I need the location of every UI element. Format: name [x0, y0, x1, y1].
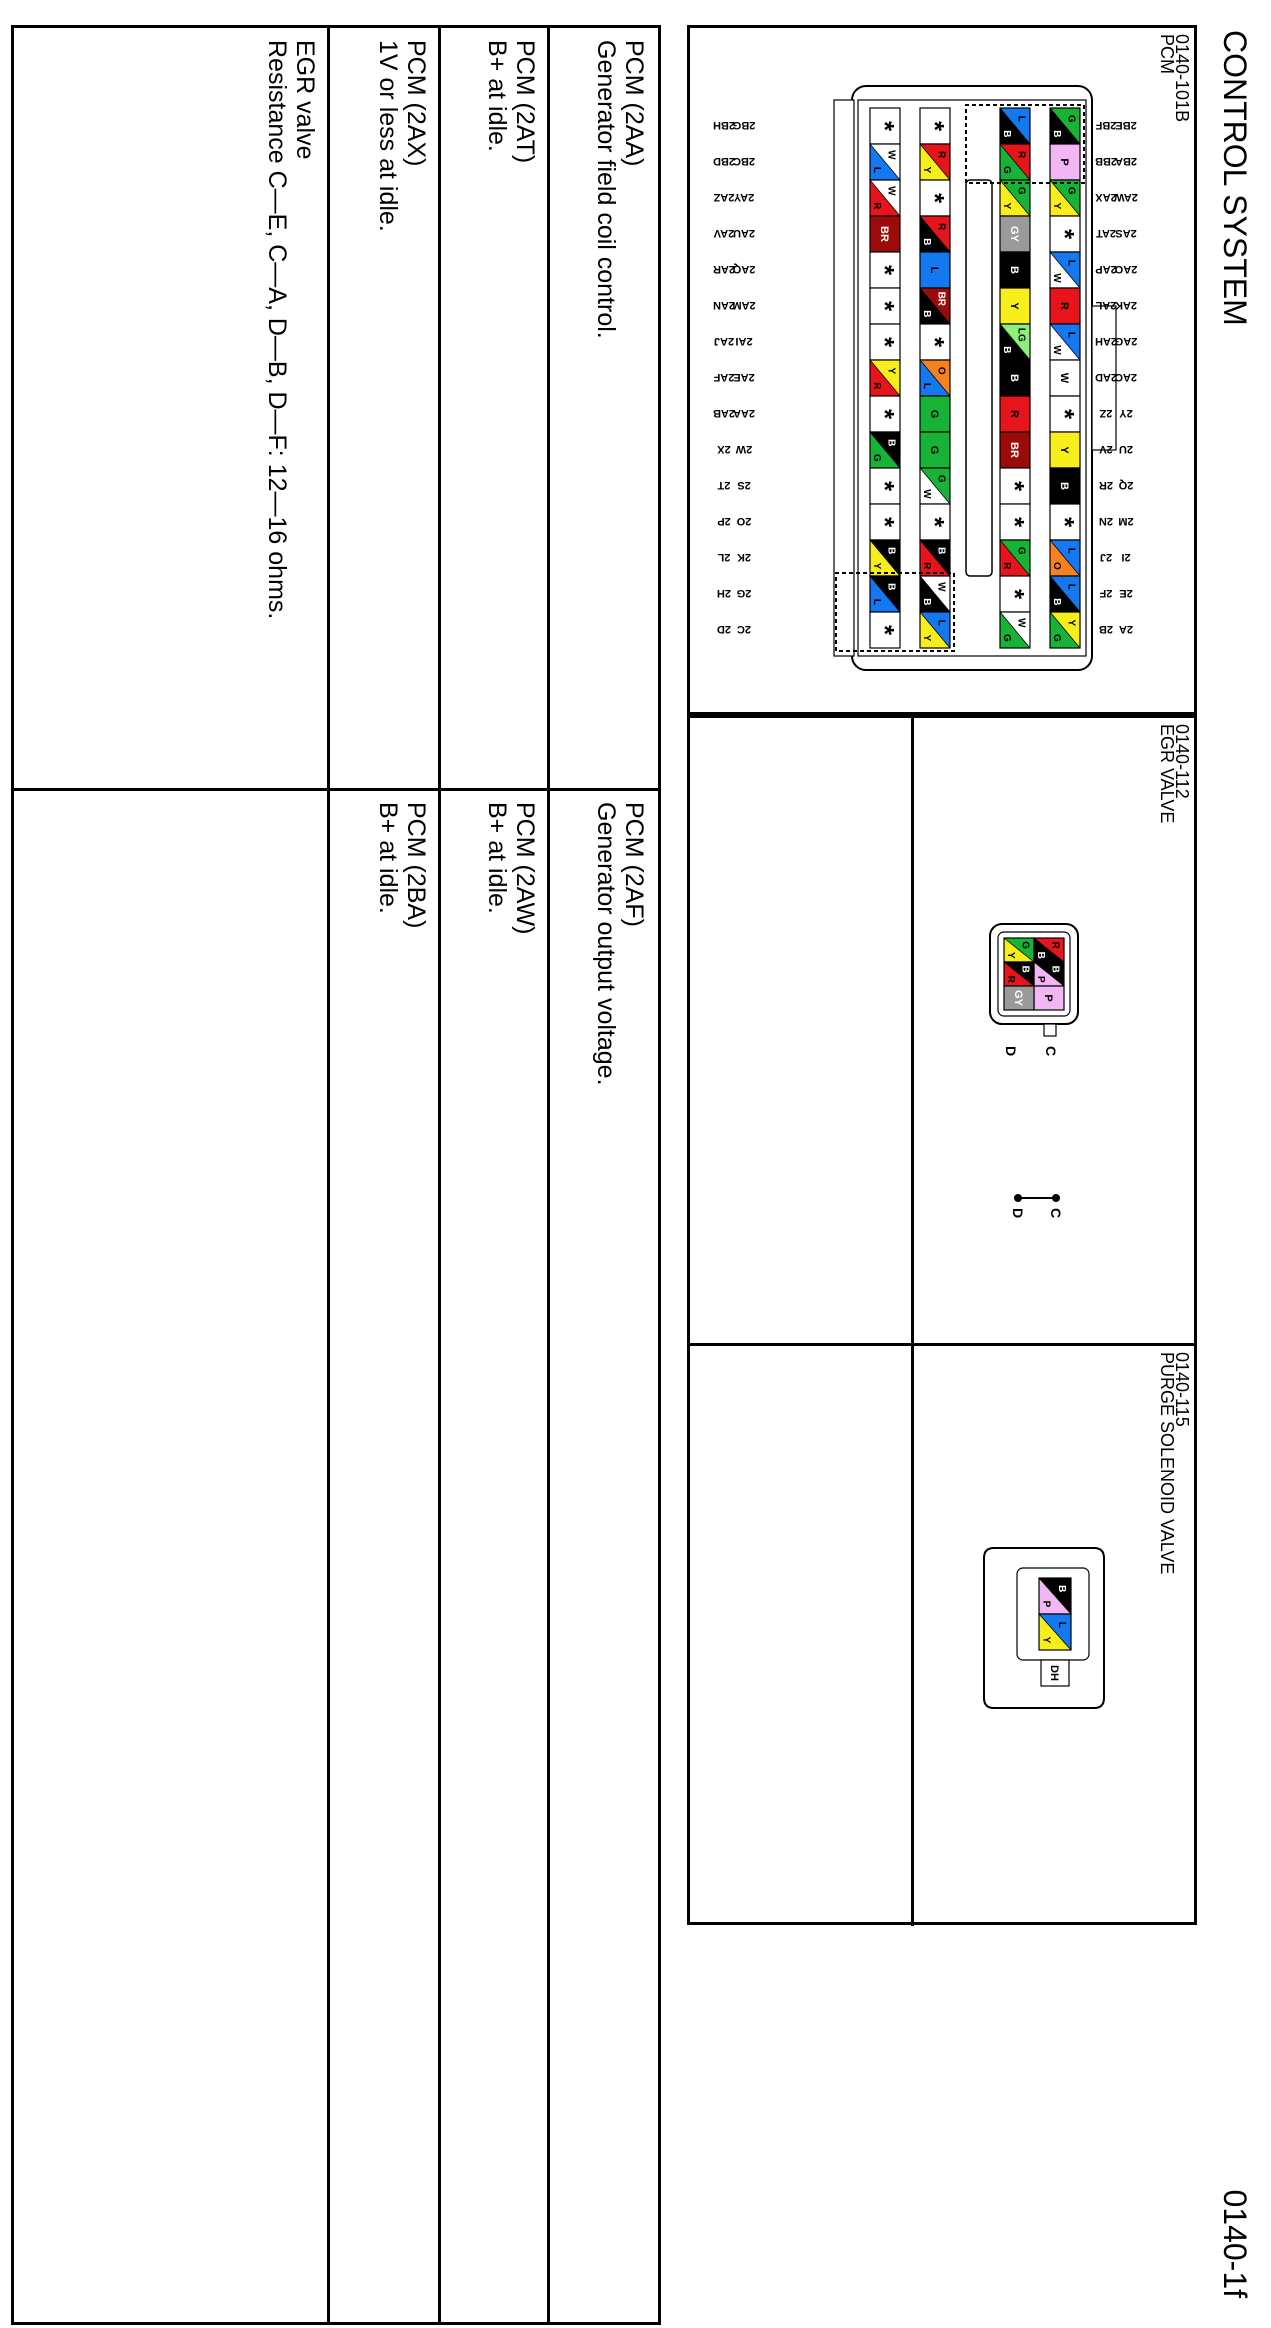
description-cell	[483, 802, 539, 934]
pcm-pin	[1050, 612, 1080, 648]
svg-text:W: W	[885, 186, 897, 196]
pin-label: 2Z	[1099, 407, 1113, 419]
svg-text:L: L	[928, 266, 940, 274]
svg-text:L: L	[935, 619, 947, 626]
pcm-pin	[1050, 216, 1080, 252]
svg-text:R: R	[921, 562, 933, 570]
pin-label: 2AP	[1095, 263, 1117, 275]
svg-text:B: B	[1008, 374, 1020, 382]
pin-label: 2AU	[732, 227, 756, 239]
pin-label: 2U	[1118, 443, 1134, 455]
pcm-pin	[870, 180, 900, 216]
pcm-pin	[870, 324, 900, 360]
pcm-pin	[1000, 504, 1030, 540]
description-cell	[374, 40, 430, 232]
description-title: PCM (2AW)	[511, 802, 539, 935]
svg-text:L: L	[871, 598, 883, 605]
svg-text:L: L	[1055, 1621, 1067, 1628]
pcm-pin	[1000, 180, 1030, 216]
pcm-pin	[870, 504, 900, 540]
pin-label: 2AD	[1094, 371, 1118, 383]
svg-text:BR: BR	[935, 291, 947, 307]
svg-text:*: *	[870, 300, 900, 312]
pcm-pin	[920, 576, 950, 612]
pcm-pin	[870, 288, 900, 324]
pin-label: 2R	[1098, 479, 1114, 491]
svg-text:R: R	[1015, 151, 1027, 159]
svg-text:P: P	[1042, 994, 1054, 1002]
svg-text:L: L	[921, 382, 933, 389]
purge-lower-section	[684, 1346, 914, 1926]
description-title: PCM (2AT)	[511, 40, 539, 164]
pin-label: 2AZ	[713, 191, 735, 203]
connector-id: 0140-101B	[1172, 34, 1192, 123]
svg-text:*: *	[920, 516, 950, 528]
pin-label: 2Q	[1118, 479, 1134, 491]
pin-label: 2BD	[712, 155, 736, 167]
svg-text:G: G	[1001, 634, 1013, 642]
svg-text:L: L	[1065, 547, 1077, 554]
pin-label: 2BB	[1094, 155, 1118, 167]
description-text: Generator field coil control.	[592, 40, 620, 339]
svg-text:O: O	[935, 366, 947, 375]
pcm-pin	[920, 540, 950, 576]
description-cell	[263, 40, 319, 619]
pcm-pin	[1000, 144, 1030, 180]
pin-label: 2BC	[732, 155, 756, 167]
pcm-pin	[1000, 216, 1030, 252]
pin-label: 2L	[717, 551, 731, 563]
pin-label: 2AA	[732, 407, 756, 419]
description-text: B+ at idle.	[483, 802, 511, 914]
svg-text:*: *	[870, 120, 900, 132]
egr-connector-drawing	[934, 728, 1134, 1328]
svg-text:B: B	[885, 583, 897, 591]
pin-label: 2AQ	[732, 263, 756, 275]
svg-text:B: B	[1058, 482, 1070, 490]
svg-text:B: B	[1049, 965, 1061, 973]
description-title: PCM (2AX)	[402, 40, 430, 167]
pin-label-c: C	[1043, 1046, 1059, 1057]
egr-pin	[1034, 962, 1064, 986]
pin-label: 2V	[1099, 443, 1113, 455]
pin-label: 2C	[736, 623, 752, 635]
pin-label: 2T	[717, 479, 731, 491]
pin-label: 2K	[736, 551, 752, 563]
svg-text:Y: Y	[885, 367, 897, 375]
svg-text:BR: BR	[1008, 442, 1020, 458]
pcm-pin	[1050, 360, 1080, 396]
pcm-pin	[870, 396, 900, 432]
pcm-pin	[870, 108, 900, 144]
pcm-pin	[920, 108, 950, 144]
symbol-label-d: D	[1010, 1208, 1026, 1219]
page-number: 0140-1f	[1217, 2189, 1253, 2298]
svg-text:R: R	[871, 382, 883, 390]
svg-text:L: L	[1065, 583, 1077, 590]
pcm-pin	[1000, 360, 1030, 396]
connector-id: 0140-112	[1172, 724, 1192, 799]
pin-label: 2A	[1118, 623, 1134, 635]
pin-label: 2BF	[1095, 119, 1117, 131]
pin-label: 2W	[735, 443, 753, 455]
svg-text:Y: Y	[1001, 202, 1013, 210]
svg-text:G: G	[1065, 186, 1077, 195]
svg-text:L: L	[1015, 115, 1027, 122]
pcm-pin	[920, 468, 950, 504]
svg-text:*: *	[870, 624, 900, 636]
svg-text:GY: GY	[1008, 226, 1020, 242]
pcm-pin	[1000, 612, 1030, 648]
description-text: 1V or less at idle.	[374, 40, 402, 232]
egr-purge-panel	[687, 715, 1197, 1925]
svg-text:Y: Y	[871, 562, 883, 570]
row-divider	[438, 28, 441, 2322]
pcm-pin	[920, 144, 950, 180]
description-text: Generator output voltage.	[592, 802, 620, 1086]
pcm-pin	[1000, 324, 1030, 360]
pcm-pin	[1000, 396, 1030, 432]
purge-pin	[1039, 1614, 1071, 1650]
svg-text:P: P	[1040, 1600, 1052, 1608]
pin-label: 2AV	[713, 227, 735, 239]
pcm-pin	[870, 540, 900, 576]
connector-name: PURGE SOLENOID VALVE	[1157, 1352, 1177, 1575]
pin-label: 2AJ	[713, 335, 735, 347]
svg-text:W: W	[921, 489, 933, 499]
svg-text:W: W	[1051, 273, 1063, 283]
pin-label: 2AO	[1114, 263, 1138, 275]
connector-name: PCM	[1157, 34, 1177, 74]
pcm-pin	[870, 612, 900, 648]
pcm-pin	[1050, 396, 1080, 432]
svg-text:L: L	[871, 166, 883, 173]
pcm-pin	[1050, 432, 1080, 468]
svg-text:*: *	[870, 336, 900, 348]
svg-text:G: G	[1051, 634, 1063, 642]
egr-coil-symbol	[1010, 1194, 1064, 1218]
pcm-pin	[870, 468, 900, 504]
svg-text:Y: Y	[921, 166, 933, 174]
svg-text:B: B	[885, 547, 897, 555]
svg-text:*: *	[920, 120, 950, 132]
pcm-pin	[920, 504, 950, 540]
pin-label: 2H	[716, 587, 732, 599]
svg-text:G: G	[1015, 186, 1027, 195]
description-cell	[374, 802, 430, 928]
pcm-pin	[870, 360, 900, 396]
pin-label: 2AI	[735, 335, 753, 347]
svg-text:R: R	[1008, 410, 1020, 418]
pin-label: 2M	[1118, 515, 1134, 527]
description-table	[11, 25, 661, 2325]
pin-label: 2AF	[713, 371, 735, 383]
svg-text:O: O	[1051, 562, 1063, 570]
pcm-pin	[920, 324, 950, 360]
egr-pin	[1004, 986, 1034, 1010]
svg-text:Y: Y	[1058, 446, 1070, 454]
svg-text:B: B	[921, 310, 933, 318]
svg-text:W: W	[885, 150, 897, 160]
svg-text:*: *	[870, 480, 900, 492]
egr-pin	[1034, 938, 1064, 962]
pcm-pin	[1050, 108, 1080, 144]
pcm-pin	[1050, 252, 1080, 288]
svg-text:B: B	[1051, 598, 1063, 606]
svg-text:GY: GY	[1012, 990, 1024, 1006]
svg-text:L: L	[1065, 331, 1077, 338]
pin-label: 2G	[736, 587, 752, 599]
svg-text:B: B	[921, 238, 933, 246]
purge-pin	[1039, 1578, 1071, 1614]
pin-label: 2AM	[732, 299, 756, 311]
pin-label: 2AS	[1115, 227, 1137, 239]
connector-id: 0140-115	[1172, 1352, 1192, 1427]
egr-pin	[1034, 986, 1064, 1010]
pin-label: 2AK	[1114, 299, 1138, 311]
svg-text:*: *	[1000, 480, 1030, 492]
description-title: PCM (2BA)	[402, 802, 430, 929]
pcm-pin	[1000, 576, 1030, 612]
pin-label: 2AL	[1095, 299, 1117, 311]
svg-text:R: R	[935, 223, 947, 231]
description-text: Resistance C—E, C—A, D—B, D—F: 12—16 ohms.	[263, 40, 291, 620]
pin-label: 2AR	[712, 263, 736, 275]
pin-label: 2O	[736, 515, 752, 527]
pcm-pin	[1050, 324, 1080, 360]
svg-text:Y: Y	[1008, 302, 1020, 310]
svg-text:B: B	[1019, 965, 1031, 973]
svg-text:B: B	[1001, 346, 1013, 354]
description-text: B+ at idle.	[483, 40, 511, 152]
svg-text:*: *	[870, 516, 900, 528]
pin-label: 2AE	[733, 371, 755, 383]
pcm-pin	[1000, 432, 1030, 468]
pcm-pin	[870, 216, 900, 252]
svg-text:B: B	[1001, 130, 1013, 138]
pcm-pin	[1000, 252, 1030, 288]
pin-label: 2AB	[712, 407, 736, 419]
svg-text:Y: Y	[1040, 1636, 1052, 1644]
svg-text:L: L	[1065, 259, 1077, 266]
svg-text:W: W	[935, 582, 947, 592]
pin-label: 2F	[1099, 587, 1113, 599]
pin-label: 2N	[1098, 515, 1114, 527]
pcm-pin	[870, 144, 900, 180]
svg-text:*: *	[1050, 408, 1080, 420]
svg-text:G: G	[935, 474, 947, 483]
svg-text:R: R	[935, 151, 947, 159]
pcm-pin	[920, 180, 950, 216]
purge-connector-drawing	[934, 1478, 1134, 1778]
pin-label: 2BE	[1115, 119, 1137, 131]
column-divider	[14, 788, 658, 791]
symbol-label-c: C	[1048, 1208, 1064, 1219]
svg-text:R: R	[1001, 562, 1013, 570]
svg-text:G: G	[1015, 546, 1027, 555]
svg-text:*: *	[1000, 588, 1030, 600]
connector-name: EGR VALVE	[1157, 724, 1177, 824]
description-cell	[592, 40, 648, 339]
pcm-pin	[1050, 540, 1080, 576]
svg-text:B: B	[1008, 266, 1020, 274]
pcm-pin	[920, 396, 950, 432]
svg-text:R: R	[871, 202, 883, 210]
svg-text:B: B	[1035, 951, 1047, 959]
pin-label: 2B	[1098, 623, 1114, 635]
svg-text:R: R	[1049, 941, 1061, 949]
pcm-pin	[1050, 180, 1080, 216]
pin-label: 2BH	[712, 119, 736, 131]
svg-text:Y: Y	[1051, 202, 1063, 210]
pin-label: 2AX	[1095, 191, 1117, 203]
svg-text:LG: LG	[1015, 327, 1027, 342]
svg-text:P: P	[1035, 975, 1047, 983]
pcm-pin	[1050, 504, 1080, 540]
svg-text:R: R	[1058, 302, 1070, 310]
svg-text:Y: Y	[1065, 619, 1077, 627]
svg-text:B: B	[885, 439, 897, 447]
pin-label: 2S	[737, 479, 751, 491]
purge-badge: DH	[1048, 1665, 1060, 1681]
svg-text:B: B	[921, 598, 933, 606]
svg-text:G: G	[871, 454, 883, 462]
row-divider	[327, 28, 330, 2322]
pcm-pin	[1050, 468, 1080, 504]
svg-text:W: W	[1051, 345, 1063, 355]
row-divider	[547, 28, 550, 2322]
pin-label: 2J	[1099, 551, 1113, 563]
svg-text:BR: BR	[878, 226, 890, 242]
svg-text:G: G	[1001, 166, 1013, 174]
pcm-pin	[920, 360, 950, 396]
svg-text:B: B	[1051, 130, 1063, 138]
svg-text:W: W	[1058, 372, 1070, 384]
pin-label: 2I	[1121, 551, 1131, 563]
pin-label: 2E	[1119, 587, 1133, 599]
pin-label: 2BA	[1114, 155, 1138, 167]
pin-label: 2AN	[712, 299, 736, 311]
description-title: PCM (2AA)	[620, 40, 648, 167]
pin-label: 2AG	[1114, 335, 1138, 347]
svg-text:Y: Y	[921, 634, 933, 642]
description-title: PCM (2AF)	[620, 802, 648, 927]
pin-label: 2X	[717, 443, 731, 455]
pcm-pin	[870, 252, 900, 288]
svg-text:B: B	[935, 547, 947, 555]
pcm-connector-panel	[687, 25, 1197, 715]
svg-text:*: *	[870, 264, 900, 276]
svg-text:G: G	[1019, 941, 1031, 950]
svg-text:*: *	[1050, 516, 1080, 528]
svg-text:*: *	[920, 336, 950, 348]
svg-text:G: G	[928, 445, 940, 455]
pcm-pin	[1000, 540, 1030, 576]
pcm-pin	[1000, 108, 1030, 144]
svg-text:W: W	[1015, 618, 1027, 628]
pcm-pin	[920, 288, 950, 324]
pin-label: 2AT	[1096, 227, 1116, 239]
pcm-pin	[920, 216, 950, 252]
pin-label: 2BG	[732, 119, 756, 131]
pcm-pin	[870, 576, 900, 612]
pin-label: 2Y	[1119, 407, 1133, 419]
description-cell	[483, 40, 539, 163]
egr-lower-section	[684, 718, 914, 1343]
pcm-pin	[920, 432, 950, 468]
svg-text:*: *	[870, 408, 900, 420]
page-title: CONTROL SYSTEM	[1217, 30, 1253, 326]
pin-label: 2AC	[1114, 371, 1138, 383]
pin-label: 2AH	[1094, 335, 1118, 347]
pin-label: 2D	[716, 623, 732, 635]
svg-text:G: G	[1065, 114, 1077, 123]
pcm-pin	[920, 252, 950, 288]
description-text: B+ at idle.	[374, 802, 402, 914]
svg-text:P: P	[1058, 158, 1070, 166]
svg-text:Y: Y	[1005, 951, 1017, 959]
svg-text:*: *	[920, 192, 950, 204]
svg-text:*: *	[1050, 228, 1080, 240]
pcm-pin	[920, 612, 950, 648]
pcm-pin	[1000, 468, 1030, 504]
svg-text:*: *	[1000, 516, 1030, 528]
pcm-connector-drawing	[704, 58, 1144, 698]
pin-label: 2AW	[1114, 191, 1138, 203]
pcm-pin	[1050, 288, 1080, 324]
pin-label-d: D	[1003, 1046, 1019, 1057]
pin-label: 2AY	[733, 191, 755, 203]
description-cell	[592, 802, 648, 1086]
pin-label: 2P	[717, 515, 731, 527]
egr-pin	[1004, 962, 1034, 986]
pcm-pin	[1000, 288, 1030, 324]
svg-text:R: R	[1005, 975, 1017, 983]
description-title: EGR valve	[291, 40, 319, 160]
pcm-pin	[870, 432, 900, 468]
svg-text:B: B	[1055, 1585, 1067, 1593]
pcm-pin	[1050, 576, 1080, 612]
egr-pin	[1004, 938, 1034, 962]
svg-text:G: G	[928, 409, 940, 419]
pcm-pin	[1050, 144, 1080, 180]
